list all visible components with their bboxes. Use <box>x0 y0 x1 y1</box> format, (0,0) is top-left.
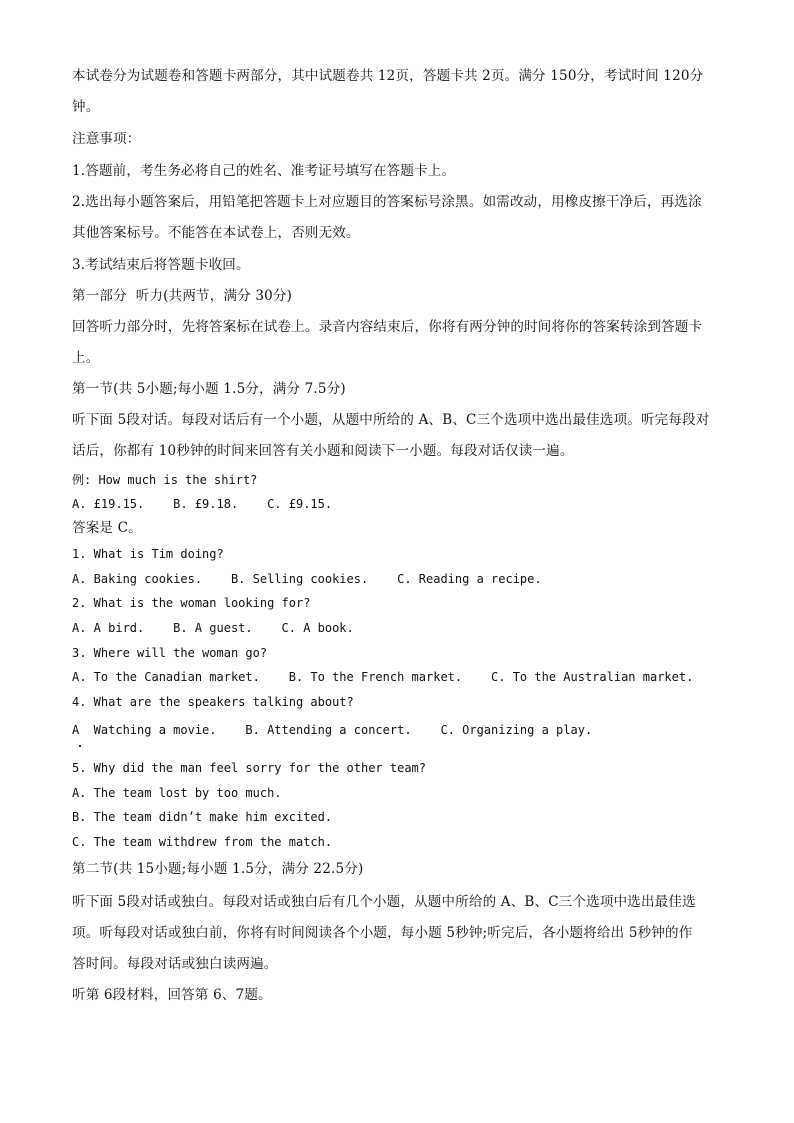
example-options: A. £19.15. B. £9.18. C. £9.15. <box>72 497 333 511</box>
section1-instructions-line-1: 听下面 5段对话。每段对话后有一个小题，从题中所给的 A、B、C三个选项中选出最佳选项。听完每段对 <box>72 412 710 428</box>
question-5: 5. Why did the man feel sorry for the other team? <box>72 761 427 775</box>
part1-instructions-line-1: 回答听力部分时，先将答案标在试卷上。录音内容结束后，你将有两分钟的时间将你的答案转涂到答题卡 <box>72 319 703 335</box>
question-3: 3. Where will the woman go? <box>72 646 268 660</box>
notice-item-3: 3.考试结束后将答题卡收回。 <box>72 257 250 273</box>
material-6-instruction: 听第 6段材料，回答第 6、7题。 <box>72 987 272 1003</box>
section2-heading: 第二节(共 15小题;每小题 1.5分，满分 22.5分) <box>72 861 364 877</box>
example-answer: 答案是 C。 <box>72 520 142 536</box>
part1-instructions-line-2: 上。 <box>72 350 100 366</box>
example-question: 例: How much is the shirt? <box>72 473 258 487</box>
section1-instructions-line-2: 话后，你都有 10秒钟的时间来回答有关小题和阅读下一小题。每段对话仅读一遍。 <box>72 443 574 459</box>
notice-item-1: 1.答题前，考生务必将自己的姓名、准考证号填写在答题卡上。 <box>72 163 456 179</box>
notice-heading: 注意事项： <box>72 131 141 147</box>
question-5-option-a: A. The team lost by too much. <box>72 786 282 800</box>
section2-instructions-line-1: 听下面 5段对话或独白。每段对话或独白后有几个小题，从题中所给的 A、B、C三个选项中选出最佳选 <box>72 894 696 910</box>
question-4: 4. What are the speakers talking about? <box>72 695 354 709</box>
question-3-options: A. To the Canadian market. B. To the French market. C. To the Australian market. <box>72 670 694 684</box>
question-4-options: A Watching a movie. B. Attending a concert. C. Organizing a play. <box>72 723 593 737</box>
question-5-option-b: B. The team didn’t make him excited. <box>72 810 333 824</box>
question-2-options: A. A bird. B. A guest. C. A book. <box>72 621 354 635</box>
section1-heading: 第一节(共 5小题;每小题 1.5分，满分 7.5分) <box>72 381 346 397</box>
notice-item-2-line-2: 其他答案标号。不能答在本试卷上，否则无效。 <box>72 225 360 241</box>
question-1: 1. What is Tim doing? <box>72 547 224 561</box>
question-2: 2. What is the woman looking for? <box>72 596 311 610</box>
intro-line-1: 本试卷分为试题卷和答题卡两部分，其中试题卷共 12页，答题卡共 2页。满分 150分，考试时间 120分 <box>72 68 704 84</box>
question-5-option-c: C. The team withdrew from the match. <box>72 835 333 849</box>
section2-instructions-line-2: 项。听每段对话或独白前，你将有时间阅读各个小题，每小题 5秒钟;听完后，各小题将给出 5秒钟的作 <box>72 925 693 941</box>
question-1-options: A. Baking cookies. B. Selling cookies. C. Reading a recipe. <box>72 572 542 586</box>
part1-heading: 第一部分 听力(共两节，满分 30分) <box>72 288 293 304</box>
notice-item-2-line-1: 2.选出每小题答案后，用铅笔把答题卡上对应题目的答案标号涂黑。如需改动，用橡皮擦干净后，再选涂 <box>72 194 702 210</box>
section2-instructions-line-3: 答时间。每段对话或独白读两遍。 <box>72 956 278 972</box>
intro-line-2: 钟。 <box>72 99 100 115</box>
stray-dot-mark <box>79 745 81 747</box>
